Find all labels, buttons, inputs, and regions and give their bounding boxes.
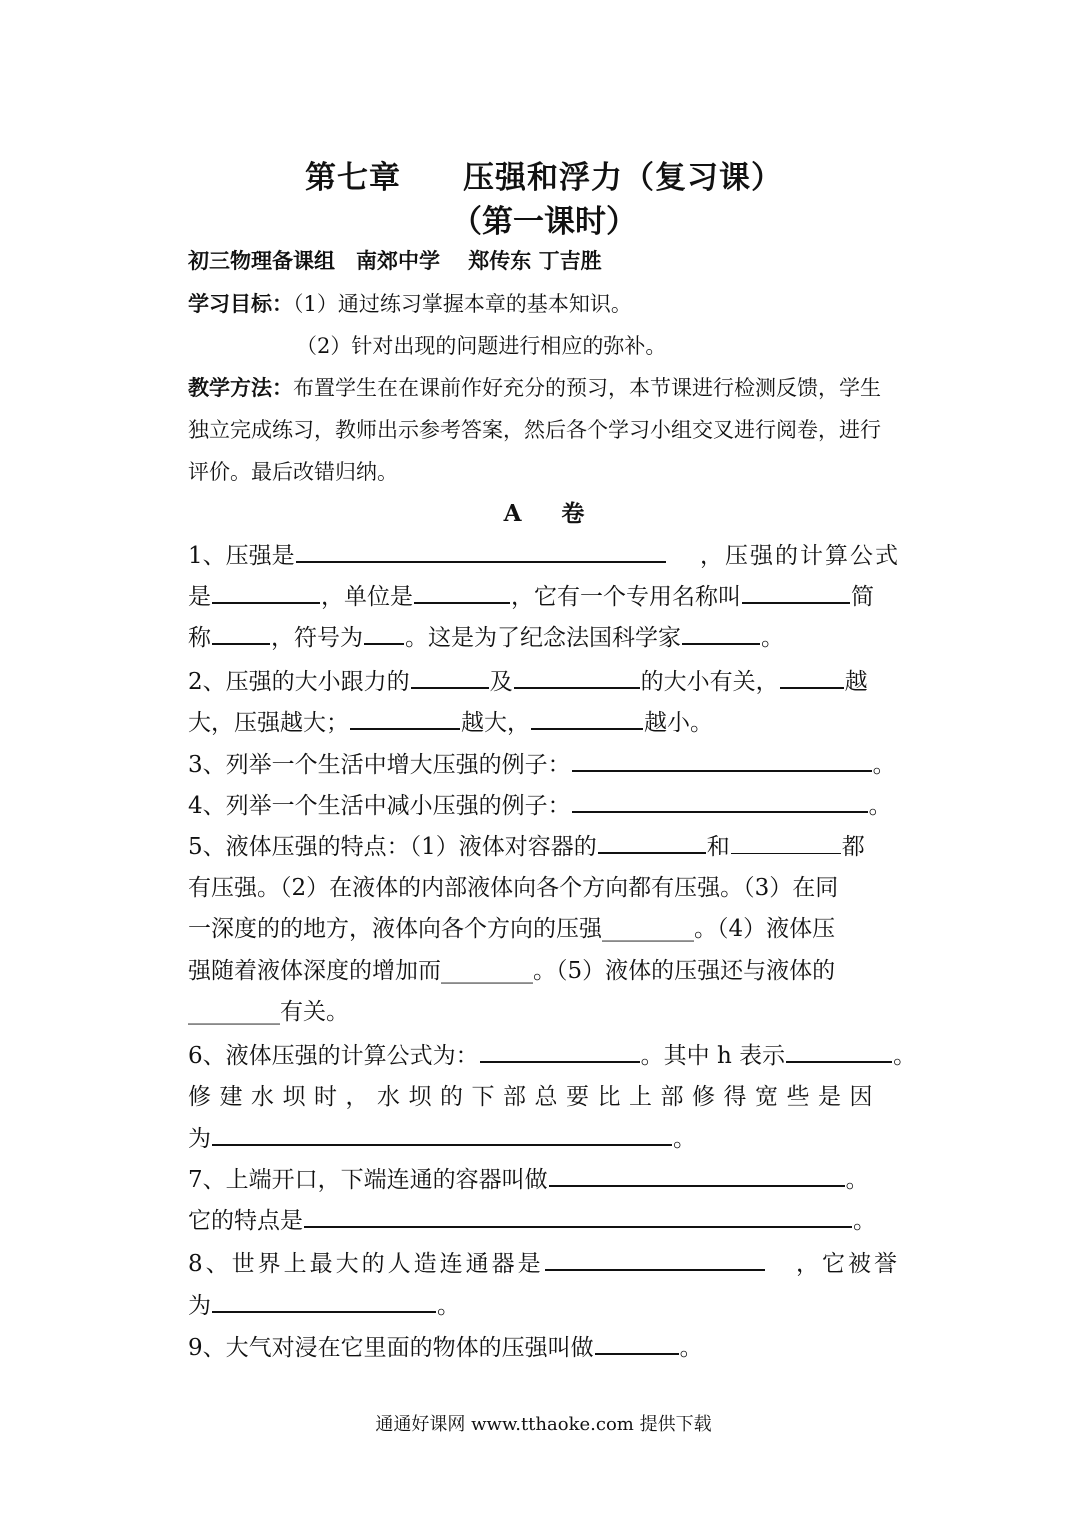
question-6-line-3: 为 。: [188, 1126, 696, 1152]
blank[interactable]: [572, 769, 872, 772]
blank[interactable]: [531, 727, 643, 730]
blank[interactable]: [296, 560, 666, 563]
question-1-line-1: 1、压强是 ，压强的计算公式: [188, 543, 900, 569]
blank[interactable]: [545, 1268, 765, 1271]
question-7-line-1: 7、上端开口，下端连通的容器叫做 。: [188, 1167, 869, 1193]
question-5-line-3: 一深度的的地方，液体向各个方向的压强________。（4）液体压: [188, 916, 836, 942]
blank[interactable]: [514, 686, 640, 689]
blank[interactable]: [212, 1310, 436, 1313]
goals-line-2: （2）针对出现的问题进行相应的弥补。: [296, 334, 667, 358]
blank[interactable]: [212, 642, 270, 645]
blank[interactable]: [682, 642, 760, 645]
authors-line: 初三物理备课组 南郊中学 郑传东 丁吉胜: [188, 248, 602, 273]
blank[interactable]: [595, 1352, 679, 1355]
question-8-line-1: 8、世界上最大的人造连通器是 ，它被誉: [188, 1251, 900, 1277]
question-7-line-2: 它的特点是 。: [188, 1208, 876, 1234]
blank[interactable]: [731, 852, 841, 854]
method-line-2: 独立完成练习，教师出示参考答案，然后各个学习小组交叉进行阅卷，进行: [188, 418, 881, 442]
question-9: 9、大气对浸在它里面的物体的压强叫做 。: [188, 1335, 703, 1361]
blank[interactable]: [304, 1225, 852, 1228]
blank[interactable]: [364, 642, 404, 645]
question-3: 3、列举一个生活中增大压强的例子： 。: [188, 752, 896, 778]
question-6-line-1: 6、液体压强的计算公式为： 。其中 h 表示 。: [188, 1043, 917, 1069]
question-2-line-2: 大，压强越大； 越大， 越小。: [188, 710, 713, 736]
blank[interactable]: [212, 601, 320, 604]
blank[interactable]: [350, 727, 460, 730]
blank[interactable]: [786, 1060, 892, 1063]
question-5-line-1: 5、液体压强的特点：（1）液体对容器的 和 都: [188, 834, 865, 860]
question-6-line-2: 修建水坝时，水坝的下部总要比上部修得宽些是因: [188, 1084, 881, 1110]
chapter-title: 第七章 压强和浮力（复习课）: [305, 160, 783, 196]
question-1-line-3: 称 ，符号为 。这是为了纪念法国科学家 。: [188, 625, 784, 651]
question-5-line-5: ________有关。: [188, 999, 349, 1025]
method-line-3: 评价。最后改错归纳。: [188, 460, 398, 484]
question-5-line-4: 强随着液体深度的增加而________。（5）液体的压强还与液体的: [188, 958, 836, 984]
question-5-line-2: 有压强。（2）在液体的内部液体向各个方向都有压强。（3）在同: [188, 875, 839, 901]
question-8-line-2: 为 。: [188, 1293, 460, 1319]
goals-line-1: 学习目标：（1）通过练习掌握本章的基本知识。: [188, 291, 632, 316]
blank[interactable]: [572, 810, 868, 813]
blank[interactable]: [480, 1060, 640, 1063]
section-heading: A 卷: [503, 500, 585, 527]
question-4: 4、列举一个生活中减小压强的例子： 。: [188, 793, 892, 819]
question-1-line-2: 是 ，单位是 ，它有一个专用名称叫 简: [188, 584, 874, 610]
lesson-subtitle: （第一课时）: [451, 204, 637, 240]
method-line-1: 教学方法：布置学生在在课前作好充分的预习，本节课进行检测反馈，学生: [188, 375, 881, 400]
blank[interactable]: [742, 601, 850, 604]
footer-credit: 通通好课网 www.tthaoke.com 提供下载: [375, 1414, 712, 1435]
blank[interactable]: [598, 851, 706, 854]
question-2-line-1: 2、压强的大小跟力的 及 的大小有关， 越: [188, 669, 868, 695]
blank[interactable]: [549, 1184, 845, 1187]
blank[interactable]: [411, 686, 489, 689]
blank[interactable]: [414, 601, 510, 604]
blank[interactable]: [780, 686, 844, 689]
blank[interactable]: [212, 1143, 672, 1146]
